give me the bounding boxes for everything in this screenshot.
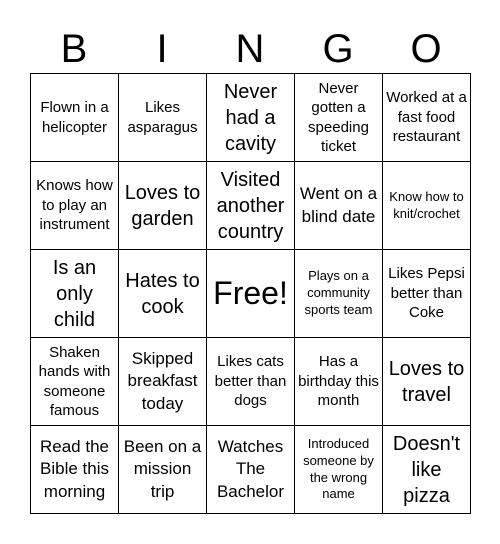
bingo-cell[interactable]: Visited another country bbox=[207, 162, 295, 250]
header-letter-o: O bbox=[410, 26, 442, 71]
bingo-header bbox=[30, 24, 470, 74]
bingo-cell[interactable]: Went on a blind date bbox=[295, 162, 383, 250]
bingo-cell[interactable]: Likes Pepsi better than Coke bbox=[383, 250, 471, 338]
header-letter-i: I bbox=[156, 26, 168, 71]
header-letter-b: B bbox=[60, 26, 88, 71]
bingo-cell[interactable]: Is an only child bbox=[31, 250, 119, 338]
bingo-cell[interactable]: Flown in a helicopter bbox=[31, 74, 119, 162]
bingo-cell[interactable]: Been on a mission trip bbox=[119, 426, 207, 514]
header-letter-n: N bbox=[235, 26, 265, 71]
bingo-cell[interactable]: Doesn't like pizza bbox=[383, 426, 471, 514]
free-space-cell[interactable]: Free! bbox=[207, 250, 295, 338]
bingo-cell[interactable]: Loves to travel bbox=[383, 338, 471, 426]
bingo-cell[interactable]: Skipped breakfast today bbox=[119, 338, 207, 426]
bingo-cell[interactable]: Read the Bible this morning bbox=[31, 426, 119, 514]
bingo-cell[interactable]: Likes cats better than dogs bbox=[207, 338, 295, 426]
bingo-cell[interactable]: Knows how to play an instrument bbox=[31, 162, 119, 250]
bingo-cell[interactable]: Plays on a community sports team bbox=[295, 250, 383, 338]
bingo-cell[interactable]: Hates to cook bbox=[119, 250, 207, 338]
bingo-cell[interactable]: Know how to knit/crochet bbox=[383, 162, 471, 250]
bingo-cell[interactable]: Shaken hands with someone famous bbox=[31, 338, 119, 426]
bingo-grid bbox=[30, 73, 471, 514]
bingo-cell[interactable]: Introduced someone by the wrong name bbox=[295, 426, 383, 514]
bingo-cell[interactable]: Worked at a fast food restaurant bbox=[383, 74, 471, 162]
bingo-cell[interactable]: Loves to garden bbox=[119, 162, 207, 250]
bingo-cell[interactable]: Never gotten a speeding ticket bbox=[295, 74, 383, 162]
bingo-cell[interactable]: Never had a cavity bbox=[207, 74, 295, 162]
header-letter-g: G bbox=[322, 26, 354, 71]
bingo-cell[interactable]: Likes asparagus bbox=[119, 74, 207, 162]
bingo-cell[interactable]: Has a birthday this month bbox=[295, 338, 383, 426]
bingo-cell[interactable]: Watches The Bachelor bbox=[207, 426, 295, 514]
